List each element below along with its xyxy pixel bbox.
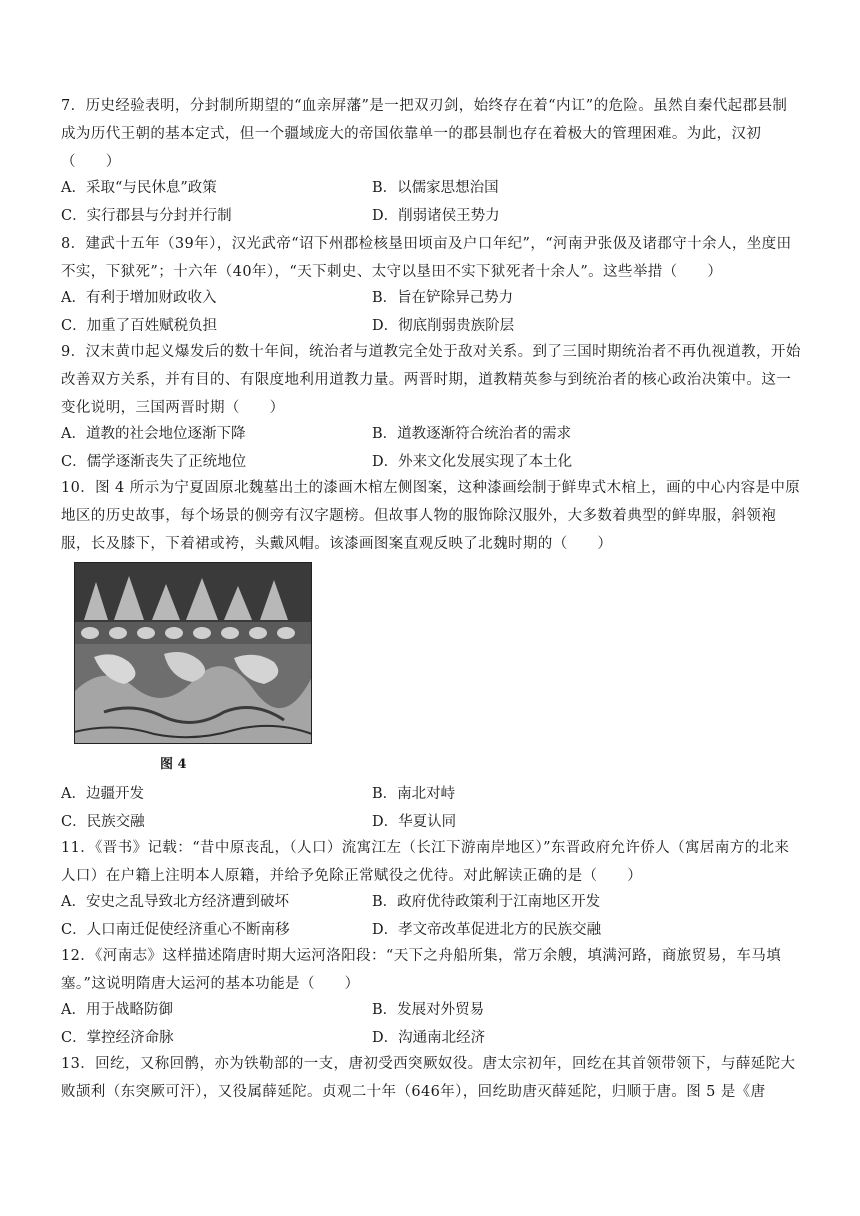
option-c: C．民族交融 xyxy=(61,814,145,830)
option-c: C．加重了百姓赋税负担 xyxy=(61,318,218,334)
option-b: B．以儒家思想治国 xyxy=(372,180,499,196)
question-8-text: 8．建武十五年（39年），汉光武帝“诏下州郡检核垦田顷亩及户口年纪”，“河南尹张伋及诸郡守十余人，坐度田不实，下狱死”；十六年（40年），“天下刺史、太守以垦田不实下狱死者十余人”。这些举措（ ） xyxy=(61,236,792,280)
question-11-text: 11．《晋书》记载：“昔中原丧乱，（人口）流寓江左（长江下游南岸地区）”东晋政府允许侨人（寓居南方的北来人口）在户籍上注明本人原籍，并给予免除正常赋役之优待。对此解读正确的是（ ） xyxy=(61,840,790,884)
question-7-text: 7．历史经验表明，分封制所期望的“血亲屏藩”是一把双刃剑，始终存在着“内讧”的危险。虽然自秦代起郡县制成为历代王朝的基本定式，但一个疆域庞大的帝国依靠单一的郡县制也存在着极大的管理困难。为此，汉初（ ） xyxy=(61,98,788,170)
option-d: D．彻底削弱贵族阶层 xyxy=(372,318,515,334)
question-9-options xyxy=(61,420,801,476)
option-d: D．华夏认同 xyxy=(372,814,457,830)
option-c: C．人口南迁促使经济重心不断南移 xyxy=(61,922,290,938)
question-10-text: 10．图 4 所示为宁夏固原北魏墓出土的漆画木棺左侧图案，这种漆画绘制于鲜卑式木棺上，画的中心内容是中原地区的历史故事，每个场景的侧旁有汉字题榜。但故事人物的服饰除汉服外，大多数着典型的鲜卑服，斜领袍服，长及膝下，下着裙或袴，头戴风帽。该漆画图案直观反映了北魏时期的（ ） xyxy=(61,480,801,552)
option-d: D．孝文帝改革促进北方的民族交融 xyxy=(372,922,602,938)
question-11 xyxy=(61,834,801,890)
question-11-options xyxy=(61,888,801,944)
question-13-text: 13．回纥，又称回鹘，亦为铁勒部的一支，唐初受西突厥奴役。唐太宗初年，回纥在其首领带领下，与薛延陀大败颉利（东突厥可汗），又役属薛延陀。贞观二十年（646年），回纥助唐灭薛延陀，归顺于唐。图 5 是《唐 xyxy=(61,1056,796,1100)
question-13 xyxy=(61,1050,801,1106)
option-d: D．外来文化发展实现了本土化 xyxy=(372,454,573,470)
option-b: B．旨在铲除异己势力 xyxy=(372,290,514,306)
figure-caption: 图 4 xyxy=(160,757,187,772)
question-7-options xyxy=(61,174,801,230)
option-b: B．发展对外贸易 xyxy=(372,1002,485,1018)
option-b: B．道教逐渐符合统治者的需求 xyxy=(372,426,572,442)
option-a: A．边疆开发 xyxy=(61,786,144,802)
question-12 xyxy=(61,942,801,998)
question-12-options xyxy=(61,996,801,1052)
option-c: C．掌控经济命脉 xyxy=(61,1030,174,1046)
option-c: C．实行郡县与分封并行制 xyxy=(61,208,232,224)
question-8-options xyxy=(61,284,801,340)
option-a: A．安史之乱导致北方经济遭到破坏 xyxy=(61,894,289,910)
question-9-text: 9．汉末黄巾起义爆发后的数十年间，统治者与道教完全处于敌对关系。到了三国时期统治者不再仇视道教，开始改善双方关系，并有目的、有限度地利用道教力量。两晋时期，道教精英参与到统治者的核心政治决策中。这一变化说明，三国两晋时期（ ） xyxy=(61,344,801,416)
option-a: A．有利于增加财政收入 xyxy=(61,290,217,306)
option-b: B．南北对峙 xyxy=(372,786,456,802)
option-d: D．削弱诸侯王势力 xyxy=(372,208,500,224)
option-d: D．沟通南北经济 xyxy=(372,1030,486,1046)
question-10 xyxy=(61,474,801,558)
lacquer-painting-figure xyxy=(74,562,312,744)
question-10-options xyxy=(61,780,801,836)
question-12-text: 12．《河南志》这样描述隋唐时期大运河洛阳段：“天下之舟船所集，常万余艘，填满河路，商旅贸易，车马填塞。”这说明隋唐大运河的基本功能是（ ） xyxy=(61,948,782,992)
option-a: A．用于战略防御 xyxy=(61,1002,173,1018)
question-7 xyxy=(61,92,801,176)
option-a: A．采取“与民休息”政策 xyxy=(61,180,217,196)
option-c: C．儒学逐渐丧失了正统地位 xyxy=(61,454,247,470)
option-a: A．道教的社会地位逐渐下降 xyxy=(61,426,246,442)
question-8 xyxy=(61,230,801,286)
question-9 xyxy=(61,338,801,422)
option-b: B．政府优待政策利于江南地区开发 xyxy=(372,894,601,910)
